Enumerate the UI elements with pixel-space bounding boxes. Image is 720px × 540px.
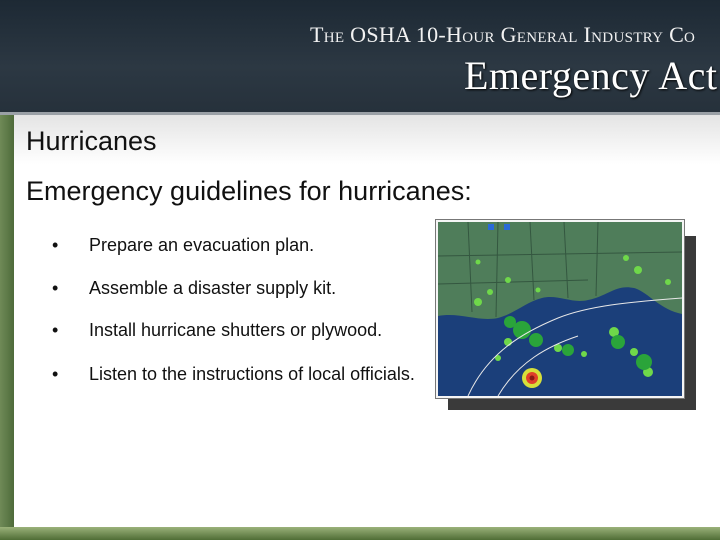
bullet-icon: • (52, 320, 59, 340)
radar-map-graphic (438, 222, 682, 396)
bullet-icon: • (52, 235, 59, 255)
bullet-text: Assemble a disaster supply kit. (89, 278, 337, 298)
bullet-text: Listen to the instructions of local officials. (89, 364, 415, 384)
slide-header (0, 0, 720, 115)
footer-accent-bar (0, 527, 720, 540)
list-item (52, 274, 336, 302)
list-item (52, 316, 382, 344)
course-title: The OSHA 10-Hour General Industry Co (310, 22, 696, 47)
bullet-icon: • (52, 278, 59, 298)
weather-radar-map-icon (436, 220, 684, 398)
bullet-icon: • (52, 364, 59, 384)
slide-subtitle: Emergency guidelines for hurricanes: (26, 176, 472, 206)
module-title: Emergency Act (464, 53, 718, 98)
list-item (52, 360, 415, 388)
bullet-text: Prepare an evacuation plan. (89, 235, 315, 255)
list-item (52, 231, 314, 259)
bullet-text: Install hurricane shutters or plywood. (89, 320, 383, 340)
left-accent-bar (0, 115, 14, 527)
slide-title: Hurricanes (26, 126, 157, 156)
